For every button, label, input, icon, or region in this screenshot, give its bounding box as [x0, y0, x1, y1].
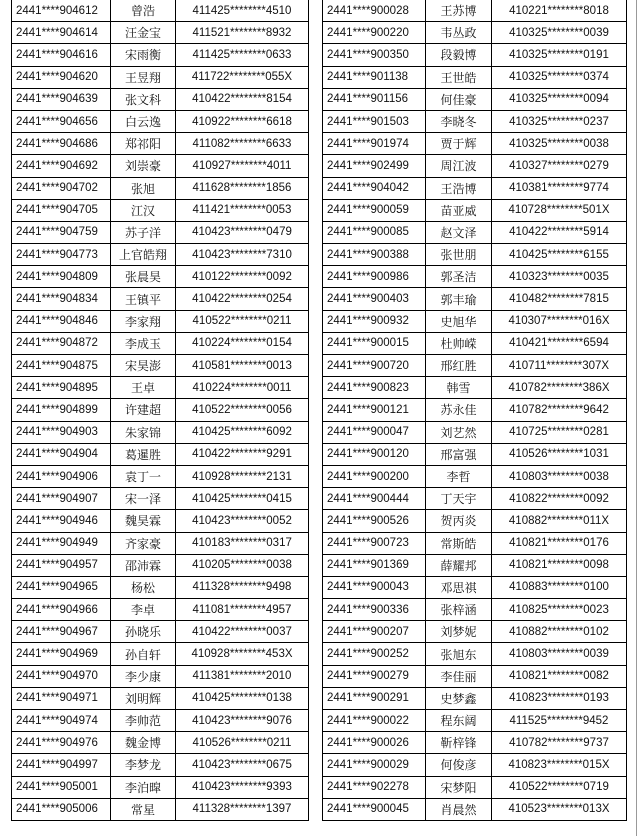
- id-number-cell: 410522********0056: [176, 399, 309, 421]
- table-row: [12, 776, 309, 798]
- exam-id-cell: 2441****904759: [12, 221, 111, 243]
- table-row: [12, 465, 309, 487]
- id-number-cell: 410422********0037: [176, 621, 309, 643]
- name-cell: 李卓: [111, 599, 176, 621]
- exam-id-cell: 2441****904895: [12, 377, 111, 399]
- exam-id-cell: 2441****904042: [323, 177, 426, 199]
- right-candidate-table: [322, 0, 627, 821]
- table-row: [323, 133, 627, 155]
- table-row: [323, 244, 627, 266]
- name-cell: 朱家锦: [111, 421, 176, 443]
- exam-id-cell: 2441****900986: [323, 266, 426, 288]
- name-cell: 宋雨衡: [111, 44, 176, 66]
- table-row: [12, 554, 309, 576]
- id-number-cell: 410323********0035: [492, 266, 627, 288]
- table-row: [12, 710, 309, 732]
- table-row: [12, 687, 309, 709]
- id-number-cell: 410711********307X: [492, 355, 627, 377]
- table-row: [323, 798, 627, 820]
- name-cell: 杨松: [111, 576, 176, 598]
- table-row: [12, 355, 309, 377]
- exam-id-cell: 2441****900823: [323, 377, 426, 399]
- table-row: [12, 155, 309, 177]
- table-row: [12, 133, 309, 155]
- name-cell: 周江波: [426, 155, 492, 177]
- name-cell: 丁天宇: [426, 488, 492, 510]
- table-row: [12, 22, 309, 44]
- name-cell: 韩雪: [426, 377, 492, 399]
- exam-id-cell: 2441****900932: [323, 310, 426, 332]
- name-cell: 郭丰瑜: [426, 288, 492, 310]
- exam-id-cell: 2441****904773: [12, 244, 111, 266]
- table-row: [12, 177, 309, 199]
- id-number-cell: 410325********0191: [492, 44, 627, 66]
- id-number-cell: 410928********453X: [176, 643, 309, 665]
- exam-id-cell: 2441****900723: [323, 532, 426, 554]
- name-cell: 魏金博: [111, 732, 176, 754]
- table-row: [323, 465, 627, 487]
- id-number-cell: 410423********7310: [176, 244, 309, 266]
- id-number-cell: 410882********011X: [492, 510, 627, 532]
- exam-id-cell: 2441****904906: [12, 465, 111, 487]
- name-cell: 常斯皓: [426, 532, 492, 554]
- name-cell: 苗亚威: [426, 199, 492, 221]
- exam-id-cell: 2441****904966: [12, 599, 111, 621]
- exam-id-cell: 2441****900336: [323, 599, 426, 621]
- id-number-cell: 410728********501X: [492, 199, 627, 221]
- name-cell: 贺丙炎: [426, 510, 492, 532]
- exam-id-cell: 2441****900252: [323, 643, 426, 665]
- table-row: [323, 754, 627, 776]
- exam-id-cell: 2441****900085: [323, 221, 426, 243]
- id-number-cell: 410581********0013: [176, 355, 309, 377]
- name-cell: 张旭: [111, 177, 176, 199]
- name-cell: 何佳豪: [426, 88, 492, 110]
- name-cell: 刘梦妮: [426, 621, 492, 643]
- id-number-cell: 410325********0374: [492, 66, 627, 88]
- exam-id-cell: 2441****904903: [12, 421, 111, 443]
- table-row: [323, 377, 627, 399]
- exam-id-cell: 2441****900121: [323, 399, 426, 421]
- exam-id-cell: 2441****904834: [12, 288, 111, 310]
- name-cell: 何俊彦: [426, 754, 492, 776]
- id-number-cell: 410821********0098: [492, 554, 627, 576]
- table-row: [323, 554, 627, 576]
- name-cell: 李佳丽: [426, 665, 492, 687]
- id-number-cell: 410725********0281: [492, 421, 627, 443]
- table-row: [12, 66, 309, 88]
- exam-id-cell: 2441****904872: [12, 332, 111, 354]
- name-cell: 靳梓锋: [426, 732, 492, 754]
- table-row: [323, 576, 627, 598]
- exam-id-cell: 2441****904705: [12, 199, 111, 221]
- name-cell: 白云逸: [111, 110, 176, 132]
- table-row: [323, 177, 627, 199]
- table-row: [323, 355, 627, 377]
- id-number-cell: 410422********5914: [492, 221, 627, 243]
- table-row: [12, 221, 309, 243]
- name-cell: 许建超: [111, 399, 176, 421]
- id-number-cell: 410205********0038: [176, 554, 309, 576]
- table-row: [323, 665, 627, 687]
- name-cell: 刘艺然: [426, 421, 492, 443]
- exam-id-cell: 2441****904686: [12, 133, 111, 155]
- exam-id-cell: 2441****900388: [323, 244, 426, 266]
- id-number-cell: 410526********1031: [492, 443, 627, 465]
- id-number-cell: 410307********016X: [492, 310, 627, 332]
- exam-id-cell: 2441****904976: [12, 732, 111, 754]
- id-number-cell: 410325********0038: [492, 133, 627, 155]
- exam-id-cell: 2441****904809: [12, 266, 111, 288]
- name-cell: 王浩博: [426, 177, 492, 199]
- name-cell: 宋一泽: [111, 488, 176, 510]
- id-number-cell: 410425********6092: [176, 421, 309, 443]
- name-cell: 李哲: [426, 465, 492, 487]
- table-row: [323, 88, 627, 110]
- name-cell: 史旭华: [426, 310, 492, 332]
- id-number-cell: 410803********0039: [492, 643, 627, 665]
- table-row: [12, 199, 309, 221]
- id-number-cell: 410224********0011: [176, 377, 309, 399]
- id-number-cell: 411425********0633: [176, 44, 309, 66]
- table-row: [12, 310, 309, 332]
- table-row: [323, 310, 627, 332]
- exam-id-cell: 2441****904656: [12, 110, 111, 132]
- exam-id-cell: 2441****901156: [323, 88, 426, 110]
- exam-id-cell: 2441****904899: [12, 399, 111, 421]
- id-number-cell: 410325********0094: [492, 88, 627, 110]
- name-cell: 李泊暭: [111, 776, 176, 798]
- exam-id-cell: 2441****900444: [323, 488, 426, 510]
- table-row: [323, 732, 627, 754]
- exam-id-cell: 2441****900028: [323, 0, 426, 22]
- id-number-cell: 410526********0211: [176, 732, 309, 754]
- id-number-cell: 410327********0279: [492, 155, 627, 177]
- id-number-cell: 410325********0039: [492, 22, 627, 44]
- id-number-cell: 410927********4011: [176, 155, 309, 177]
- exam-id-cell: 2441****904904: [12, 443, 111, 465]
- id-number-cell: 411381********2010: [176, 665, 309, 687]
- name-cell: 王卓: [111, 377, 176, 399]
- exam-id-cell: 2441****904957: [12, 554, 111, 576]
- table-row: [12, 443, 309, 465]
- id-number-cell: 410422********8154: [176, 88, 309, 110]
- name-cell: 魏昊霖: [111, 510, 176, 532]
- name-cell: 李家翔: [111, 310, 176, 332]
- id-number-cell: 410782********386X: [492, 377, 627, 399]
- table-row: [323, 399, 627, 421]
- name-cell: 刘崇豪: [111, 155, 176, 177]
- exam-id-cell: 2441****900720: [323, 355, 426, 377]
- name-cell: 邢红胜: [426, 355, 492, 377]
- exam-id-cell: 2441****904969: [12, 643, 111, 665]
- exam-id-cell: 2441****904907: [12, 488, 111, 510]
- id-number-cell: 410522********0719: [492, 776, 627, 798]
- exam-id-cell: 2441****905001: [12, 776, 111, 798]
- exam-id-cell: 2441****900026: [323, 732, 426, 754]
- exam-id-cell: 2441****900279: [323, 665, 426, 687]
- exam-id-cell: 2441****904620: [12, 66, 111, 88]
- id-number-cell: 410922********6618: [176, 110, 309, 132]
- table-row: [12, 576, 309, 598]
- name-cell: 李帅范: [111, 710, 176, 732]
- id-number-cell: 410883********0100: [492, 576, 627, 598]
- table-row: [323, 22, 627, 44]
- id-number-cell: 410928********2131: [176, 465, 309, 487]
- table-row: [12, 754, 309, 776]
- name-cell: 宋昊澎: [111, 355, 176, 377]
- exam-id-cell: 2441****900022: [323, 710, 426, 732]
- name-cell: 江汉: [111, 199, 176, 221]
- id-number-cell: 410425********0138: [176, 687, 309, 709]
- id-number-cell: 411722********055X: [176, 66, 309, 88]
- table-row: [323, 510, 627, 532]
- id-number-cell: 410423********9076: [176, 710, 309, 732]
- table-row: [12, 732, 309, 754]
- name-cell: 苏子洋: [111, 221, 176, 243]
- id-number-cell: 411425********4510: [176, 0, 309, 22]
- exam-id-cell: 2441****900059: [323, 199, 426, 221]
- exam-id-cell: 2441****904965: [12, 576, 111, 598]
- id-number-cell: 410423********0052: [176, 510, 309, 532]
- id-number-cell: 410425********6155: [492, 244, 627, 266]
- name-cell: 孙晓乐: [111, 621, 176, 643]
- exam-id-cell: 2441****904949: [12, 532, 111, 554]
- id-number-cell: 411082********6633: [176, 133, 309, 155]
- id-number-cell: 411421********0053: [176, 199, 309, 221]
- name-cell: 王昱翔: [111, 66, 176, 88]
- name-cell: 袁丁一: [111, 465, 176, 487]
- table-row: [323, 199, 627, 221]
- id-number-cell: 410425********0415: [176, 488, 309, 510]
- name-cell: 刘明辉: [111, 687, 176, 709]
- exam-id-cell: 2441****901369: [323, 554, 426, 576]
- table-row: [12, 266, 309, 288]
- id-number-cell: 410822********0092: [492, 488, 627, 510]
- left-candidate-table: [11, 0, 309, 821]
- table-row: [323, 332, 627, 354]
- id-number-cell: 410782********9642: [492, 399, 627, 421]
- exam-id-cell: 2441****904702: [12, 177, 111, 199]
- name-cell: 常星: [111, 798, 176, 820]
- name-cell: 韦丛政: [426, 22, 492, 44]
- id-number-cell: 411328********1397: [176, 798, 309, 820]
- table-row: [323, 155, 627, 177]
- exam-id-cell: 2441****905006: [12, 798, 111, 820]
- table-row: [12, 488, 309, 510]
- name-cell: 邵沛霖: [111, 554, 176, 576]
- exam-id-cell: 2441****904846: [12, 310, 111, 332]
- exam-id-cell: 2441****904616: [12, 44, 111, 66]
- name-cell: 苏永佳: [426, 399, 492, 421]
- name-cell: 李晓冬: [426, 110, 492, 132]
- id-number-cell: 410523********013X: [492, 798, 627, 820]
- table-row: [323, 66, 627, 88]
- id-number-cell: 410423********0479: [176, 221, 309, 243]
- id-number-cell: 410423********0675: [176, 754, 309, 776]
- name-cell: 肖晨然: [426, 798, 492, 820]
- exam-id-cell: 2441****902499: [323, 155, 426, 177]
- table-row: [12, 621, 309, 643]
- name-cell: 上官皓翔: [111, 244, 176, 266]
- exam-id-cell: 2441****900047: [323, 421, 426, 443]
- name-cell: 贾于辉: [426, 133, 492, 155]
- table-row: [323, 110, 627, 132]
- name-cell: 段毅博: [426, 44, 492, 66]
- table-row: [323, 532, 627, 554]
- name-cell: 张世朋: [426, 244, 492, 266]
- exam-id-cell: 2441****904614: [12, 22, 111, 44]
- id-number-cell: 410823********0193: [492, 687, 627, 709]
- name-cell: 张梓涵: [426, 599, 492, 621]
- id-number-cell: 410882********0102: [492, 621, 627, 643]
- exam-id-cell: 2441****900350: [323, 44, 426, 66]
- exam-id-cell: 2441****900403: [323, 288, 426, 310]
- name-cell: 史梦鑫: [426, 687, 492, 709]
- exam-id-cell: 2441****904946: [12, 510, 111, 532]
- exam-id-cell: 2441****901503: [323, 110, 426, 132]
- table-row: [12, 44, 309, 66]
- table-row: [12, 0, 309, 22]
- table-row: [12, 421, 309, 443]
- name-cell: 杜帅嵘: [426, 332, 492, 354]
- id-number-cell: 410803********0038: [492, 465, 627, 487]
- exam-id-cell: 2441****900526: [323, 510, 426, 532]
- name-cell: 郭圣洁: [426, 266, 492, 288]
- id-number-cell: 410423********9393: [176, 776, 309, 798]
- id-number-cell: 410825********0023: [492, 599, 627, 621]
- table-row: [323, 776, 627, 798]
- name-cell: 曾浩: [111, 0, 176, 22]
- name-cell: 李梦龙: [111, 754, 176, 776]
- exam-id-cell: 2441****900015: [323, 332, 426, 354]
- id-number-cell: 410381********9774: [492, 177, 627, 199]
- name-cell: 李少康: [111, 665, 176, 687]
- table-row: [12, 244, 309, 266]
- table-row: [323, 421, 627, 443]
- exam-id-cell: 2441****904692: [12, 155, 111, 177]
- id-number-cell: 410482********7815: [492, 288, 627, 310]
- exam-id-cell: 2441****900200: [323, 465, 426, 487]
- id-number-cell: 411525********9452: [492, 710, 627, 732]
- exam-id-cell: 2441****904875: [12, 355, 111, 377]
- name-cell: 郑祁阳: [111, 133, 176, 155]
- id-number-cell: 410522********0211: [176, 310, 309, 332]
- name-cell: 葛暹胜: [111, 443, 176, 465]
- exam-id-cell: 2441****900043: [323, 576, 426, 598]
- exam-id-cell: 2441****902278: [323, 776, 426, 798]
- exam-id-cell: 2441****900029: [323, 754, 426, 776]
- id-number-cell: 411628********1856: [176, 177, 309, 199]
- exam-id-cell: 2441****904639: [12, 88, 111, 110]
- id-number-cell: 410422********9291: [176, 443, 309, 465]
- id-number-cell: 411328********9498: [176, 576, 309, 598]
- id-number-cell: 411521********8932: [176, 22, 309, 44]
- name-cell: 张文科: [111, 88, 176, 110]
- table-row: [323, 443, 627, 465]
- table-row: [12, 643, 309, 665]
- name-cell: 邢富强: [426, 443, 492, 465]
- name-cell: 齐家豪: [111, 532, 176, 554]
- table-row: [323, 266, 627, 288]
- table-row: [323, 599, 627, 621]
- table-row: [12, 532, 309, 554]
- table-row: [12, 332, 309, 354]
- table-row: [12, 665, 309, 687]
- id-number-cell: 410823********015X: [492, 754, 627, 776]
- name-cell: 李成玉: [111, 332, 176, 354]
- id-number-cell: 410221********8018: [492, 0, 627, 22]
- table-row: [323, 488, 627, 510]
- id-number-cell: 410325********0237: [492, 110, 627, 132]
- id-number-cell: 410183********0317: [176, 532, 309, 554]
- id-number-cell: 410122********0092: [176, 266, 309, 288]
- name-cell: 孙自轩: [111, 643, 176, 665]
- exam-id-cell: 2441****900045: [323, 798, 426, 820]
- name-cell: 汪金宝: [111, 22, 176, 44]
- exam-id-cell: 2441****904971: [12, 687, 111, 709]
- table-row: [12, 510, 309, 532]
- exam-id-cell: 2441****904974: [12, 710, 111, 732]
- table-row: [12, 377, 309, 399]
- exam-id-cell: 2441****904970: [12, 665, 111, 687]
- exam-id-cell: 2441****904967: [12, 621, 111, 643]
- table-row: [323, 643, 627, 665]
- table-row: [12, 110, 309, 132]
- id-number-cell: 410224********0154: [176, 332, 309, 354]
- id-number-cell: 410782********9737: [492, 732, 627, 754]
- name-cell: 王世皓: [426, 66, 492, 88]
- table-row: [323, 288, 627, 310]
- table-row: [12, 798, 309, 820]
- table-row: [323, 221, 627, 243]
- name-cell: 薛耀邦: [426, 554, 492, 576]
- table-row: [323, 621, 627, 643]
- exam-id-cell: 2441****901974: [323, 133, 426, 155]
- exam-id-cell: 2441****904997: [12, 754, 111, 776]
- id-number-cell: 410421********6594: [492, 332, 627, 354]
- table-row: [12, 399, 309, 421]
- exam-id-cell: 2441****900120: [323, 443, 426, 465]
- id-number-cell: 410422********0254: [176, 288, 309, 310]
- id-number-cell: 410821********0176: [492, 532, 627, 554]
- table-row: [12, 599, 309, 621]
- exam-id-cell: 2441****904612: [12, 0, 111, 22]
- table-row: [323, 44, 627, 66]
- exam-id-cell: 2441****901138: [323, 66, 426, 88]
- name-cell: 王苏博: [426, 0, 492, 22]
- exam-id-cell: 2441****900291: [323, 687, 426, 709]
- table-row: [12, 288, 309, 310]
- name-cell: 宋梦阳: [426, 776, 492, 798]
- name-cell: 张旭东: [426, 643, 492, 665]
- table-row: [323, 710, 627, 732]
- id-number-cell: 410821********0082: [492, 665, 627, 687]
- table-row: [12, 88, 309, 110]
- name-cell: 王镇平: [111, 288, 176, 310]
- table-row: [323, 0, 627, 22]
- name-cell: 邓思祺: [426, 576, 492, 598]
- exam-id-cell: 2441****900207: [323, 621, 426, 643]
- table-row: [323, 687, 627, 709]
- name-cell: 张晨昊: [111, 266, 176, 288]
- id-number-cell: 411081********4957: [176, 599, 309, 621]
- name-cell: 程东阔: [426, 710, 492, 732]
- name-cell: 赵文泽: [426, 221, 492, 243]
- exam-id-cell: 2441****900220: [323, 22, 426, 44]
